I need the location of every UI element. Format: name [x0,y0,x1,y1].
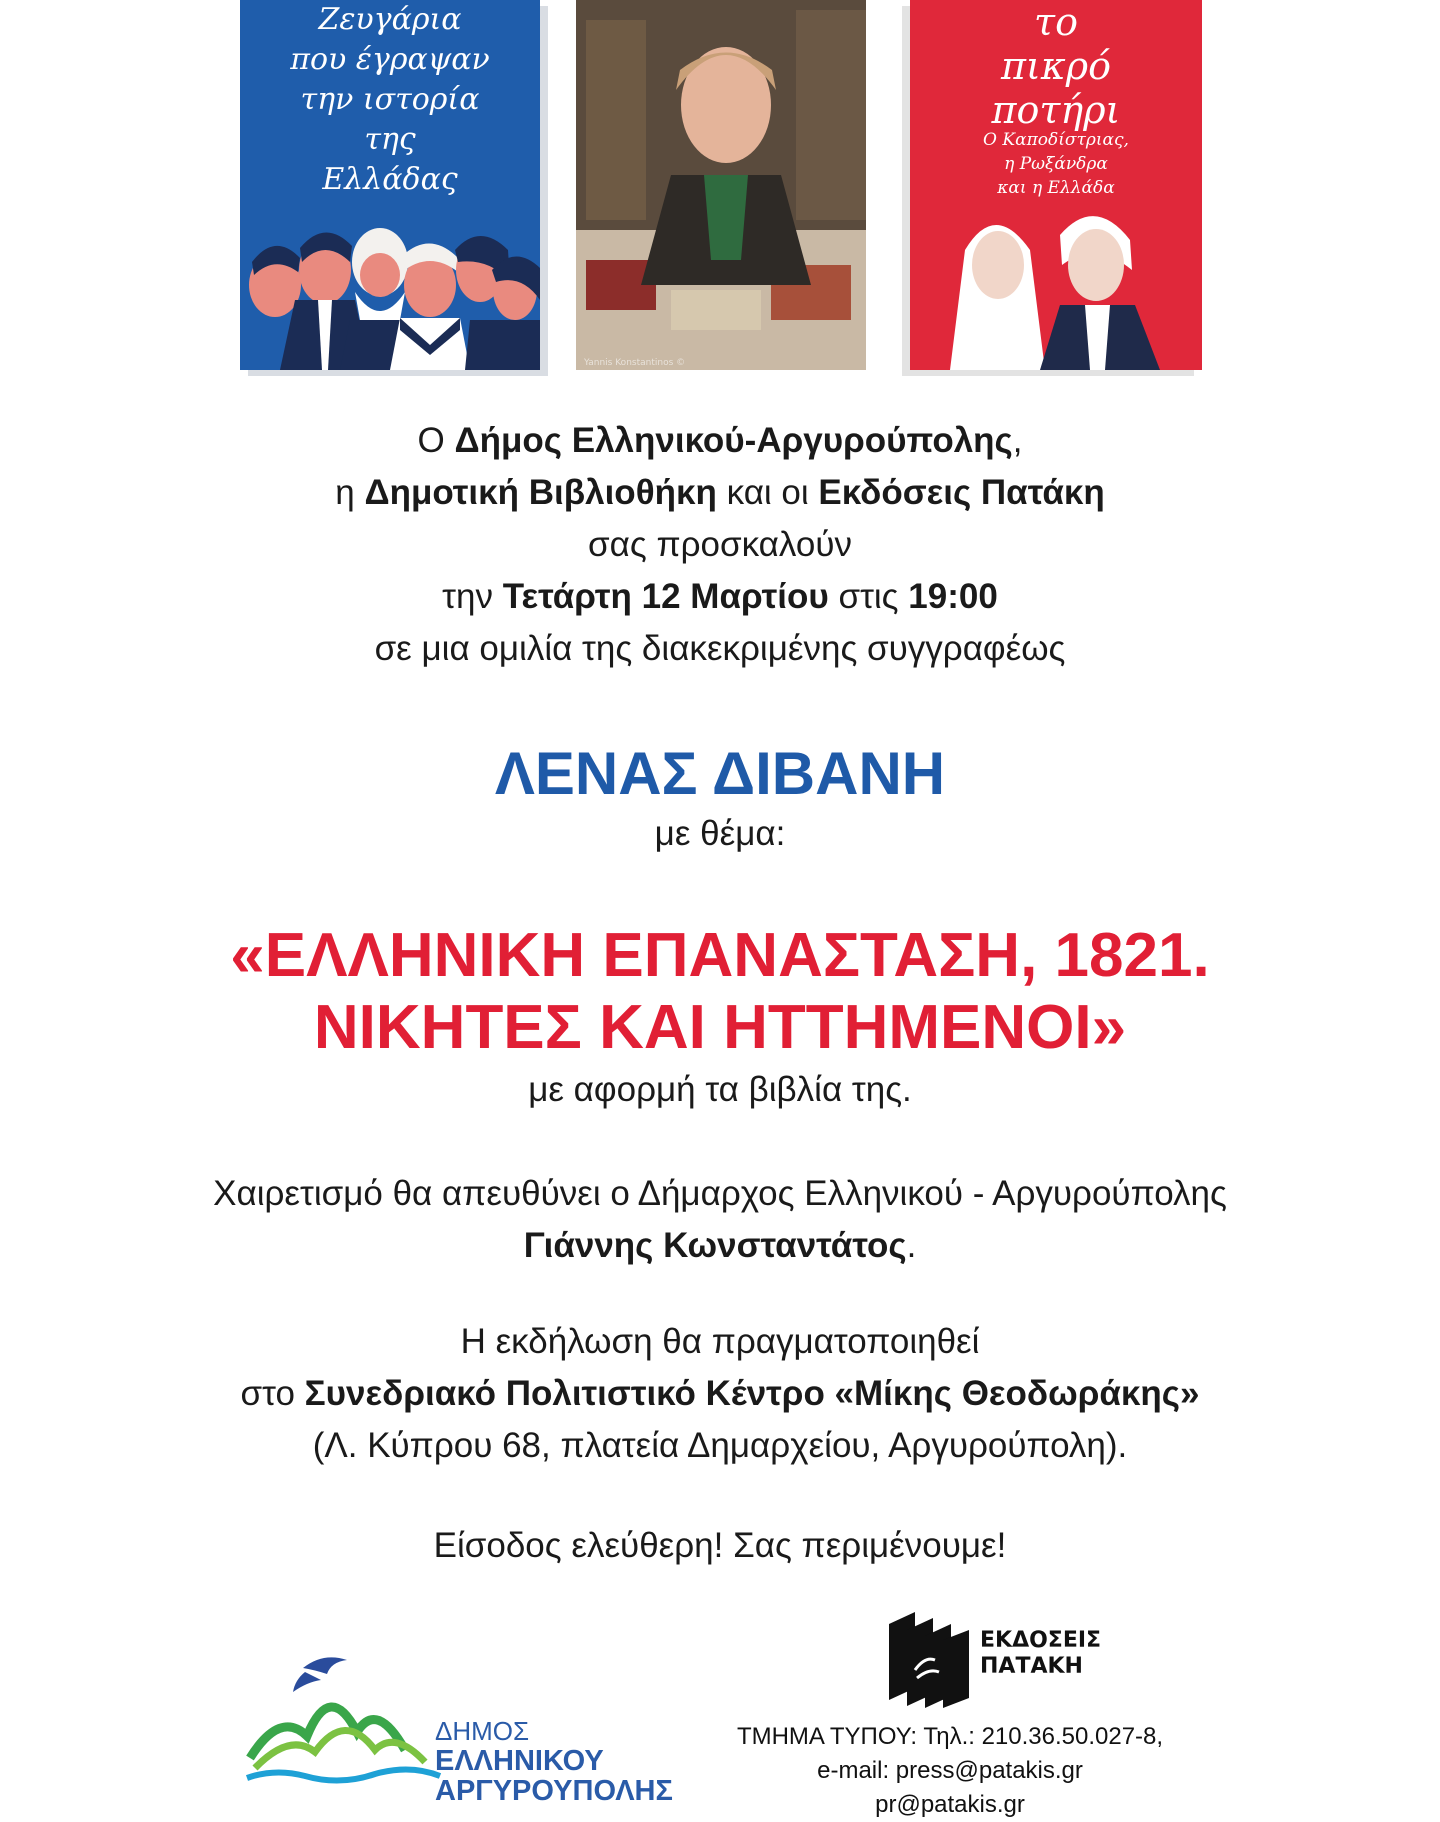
topic-line-2: ΝΙΚΗΤΕΣ ΚΑΙ ΗΤΤΗΜΕΝΟΙ» [313,993,1127,1062]
photo-credit: Yannis Konstantinos © [584,358,686,368]
books-icon [885,1610,975,1710]
press-contact [700,1720,1200,1822]
book-cover-pikro-potiri [910,0,1202,370]
cover-title-line: της [364,122,416,157]
author-photo [576,0,866,370]
closing-block [0,1520,1440,1572]
venue-address: (Λ. Κύπρου 68, πλατεία Δημαρχείου, Αργυρούπολη). [312,1426,1128,1465]
publisher-name: Εκδόσεις Πατάκη [818,473,1105,512]
logo-text-line: ΔΗΜΟΣ [435,1716,530,1746]
cover-subtitle-line: Ο Καποδίστριας, [983,130,1129,150]
cover-title-line: Ελλάδας [322,162,458,197]
invitation-line-4 [0,571,1440,623]
cover-title-line: Ζευγάρια [318,2,462,37]
mayor-name: Γιάννης Κωνσταντάτος [523,1226,907,1265]
invitation-line-1 [0,415,1440,467]
cover-title-line: ποτήρι [991,88,1121,132]
invitation-block [0,415,1440,675]
municipality-logo [245,1640,673,1807]
book-cover-zevgaria [240,0,540,370]
event-date: Τετάρτη 12 Μαρτίου [502,577,829,616]
speaker-name: ΛΕΝΑΣ ΔΙΒΑΝΗ [494,740,946,807]
publisher-logo [885,1610,1115,1710]
footer [0,1600,1440,1818]
cover-title-line: το [1034,0,1078,44]
text: στις [828,577,909,616]
venue-name: Συνεδριακό Πολιτιστικό Κέντρο «Μίκης Θεοδωράκης» [304,1374,1200,1413]
cover-title-line: πικρό [1000,44,1111,88]
press-email: e-mail: press@patakis.gr [817,1757,1083,1784]
municipality-logo-text [435,1716,673,1806]
text: , [1012,421,1023,460]
library-name: Δημοτική Βιβλιοθήκη [364,473,717,512]
municipality-logo-icon [245,1640,445,1790]
venue-line-1: Η εκδήλωση θα πραγματοποιηθεί [460,1322,980,1361]
pr-email: pr@patakis.gr [875,1791,1025,1818]
portraits-illustration [910,0,1202,370]
text: στο [240,1374,305,1413]
text: την [442,577,503,616]
logo-text-line: ΕΚΔΟΣΕΙΣ [980,1628,1102,1653]
greeting-block [0,1168,1440,1272]
cover-subtitle-line: και η Ελλάδα [997,178,1115,198]
logo-text-line: ΑΡΓΥΡΟΥΠΟΛΗΣ [435,1775,673,1807]
text: . [906,1226,917,1265]
press-phone: ΤΜΗΜΑ ΤΥΠΟΥ: Τηλ.: 210.36.50.027-8, [736,1723,1164,1750]
cover-title-line: που έγραψαν [290,42,490,77]
header-images [0,0,1440,380]
mayor-line [0,1220,1440,1272]
topic-block [0,920,1440,1116]
invitation-line-5: σε μια ομιλία της διακεκριμένης συγγραφέως [374,629,1066,668]
cover-subtitle-line: η Ρωξάνδρα [1004,154,1108,174]
couples-illustration [240,0,540,370]
text: και οι [716,473,819,512]
publisher-logo-text [980,1628,1101,1680]
invitation-line-2 [0,467,1440,519]
logo-text-line: ΕΛΛΗΝΙΚΟΥ [435,1745,604,1777]
greeting-line: Χαιρετισμό θα απευθύνει ο Δήμαρχος Ελληνικού - Αργυρούπολης [213,1174,1227,1213]
municipality-name: Δήμος Ελληνικού-Αργυρούπολης [454,421,1013,460]
speaker-block [0,738,1440,858]
logo-text-line: ΠΑΤΑΚΗ [980,1654,1083,1679]
closing-line: Είσοδος ελεύθερη! Σας περιμένουμε! [433,1526,1007,1565]
venue-block [0,1316,1440,1472]
text: Ο [417,421,455,460]
cover-title-line: την ιστορία [300,82,480,117]
theme-label: με θέμα: [654,814,786,853]
topic-note: με αφορμή τα βιβλία της. [528,1070,912,1109]
text: η [335,473,365,512]
invitation-line-3: σας προσκαλούν [588,525,852,564]
venue-line-2 [0,1368,1440,1420]
author-portrait [576,0,866,370]
event-time: 19:00 [908,577,998,616]
topic-line-1: «ΕΛΛΗΝΙΚΗ ΕΠΑΝΑΣΤΑΣΗ, 1821. [230,921,1210,990]
